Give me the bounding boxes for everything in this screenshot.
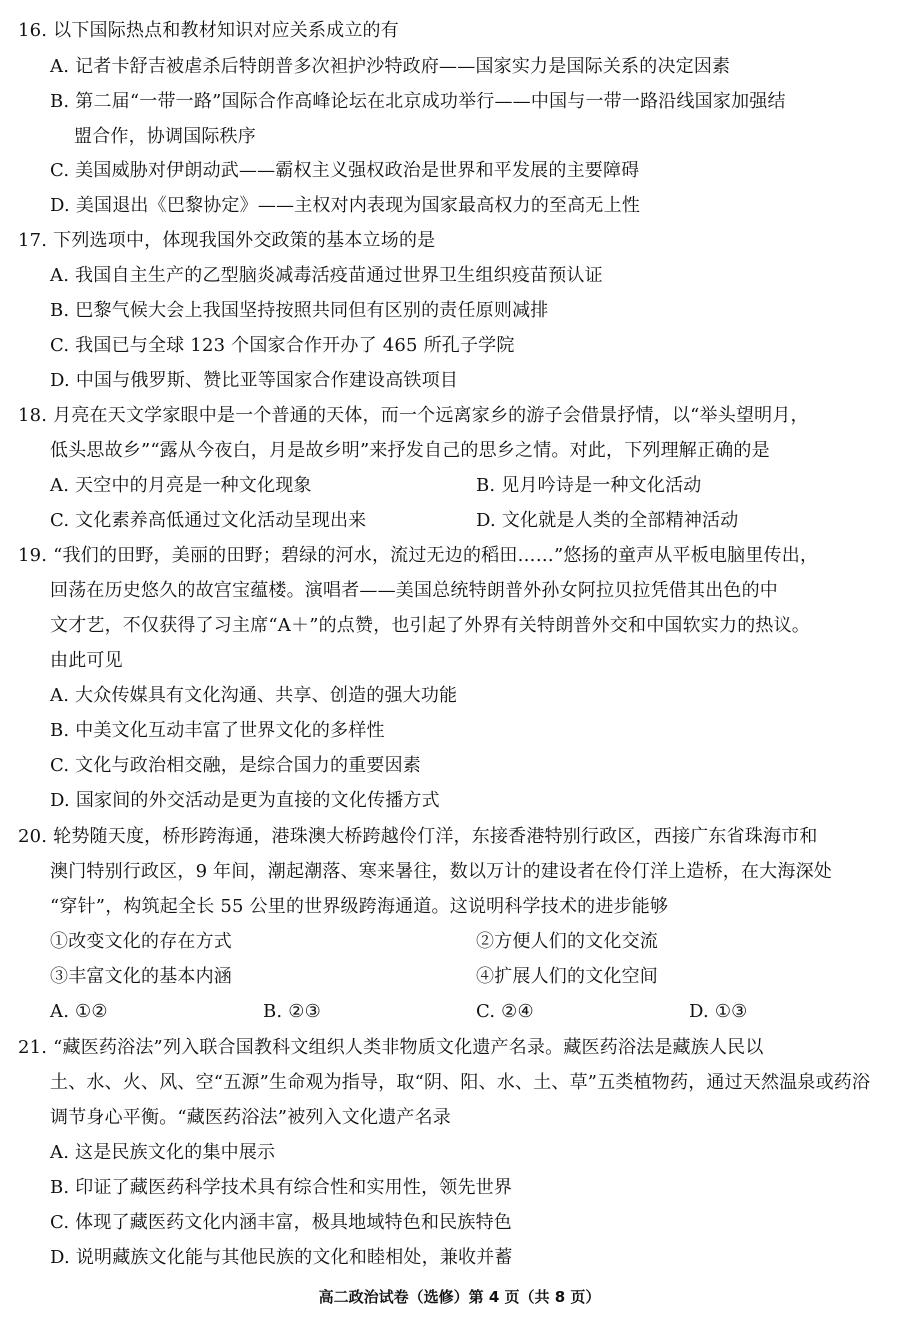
question-16-option-b-cont: 盟合作，协调国际秩序: [74, 126, 256, 147]
question-20-choice-b: B. ②③: [263, 1001, 321, 1022]
question-16-option-a: A. 记者卡舒吉被虐杀后特朗普多次袒护沙特政府——国家实力是国际关系的决定因素: [50, 56, 731, 77]
question-20-stem-line-1: 20. 轮势随天度，桥形跨海通，港珠澳大桥跨越伶仃洋，东接香港特别行政区，西接广东省珠海市和: [18, 826, 818, 847]
question-18-option-d: D. 文化就是人类的全部精神活动: [476, 510, 739, 531]
question-20-item-1: ①改变文化的存在方式: [50, 931, 232, 952]
question-17-option-b: B. 巴黎气候大会上我国坚持按照共同但有区别的责任原则减排: [50, 300, 549, 321]
question-19-option-b: B. 中美文化互动丰富了世界文化的多样性: [50, 720, 385, 741]
question-20-item-2: ②方便人们的文化交流: [476, 931, 658, 952]
question-20-item-4: ④扩展人们的文化空间: [476, 966, 658, 987]
question-19-option-d: D. 国家间的外交活动是更为直接的文化传播方式: [50, 790, 440, 811]
question-17-stem: 17. 下列选项中，体现我国外交政策的基本立场的是: [18, 230, 436, 251]
question-19-stem-line-2: 回荡在历史悠久的故宫宝蕴楼。演唱者——美国总统特朗普外孙女阿拉贝拉凭借其出色的中: [50, 580, 778, 601]
question-17-option-a: A. 我国自主生产的乙型脑炎减毒活疫苗通过世界卫生组织疫苗预认证: [50, 265, 603, 286]
question-20-choice-a: A. ①②: [50, 1001, 108, 1022]
question-19-option-a: A. 大众传媒具有文化沟通、共享、创造的强大功能: [50, 685, 458, 706]
question-18-stem-line-1: 18. 月亮在天文学家眼中是一个普通的天体，而一个远离家乡的游子会借景抒情，以“举头望明月，: [18, 405, 809, 426]
question-21-option-b: B. 印证了藏医药科学技术具有综合性和实用性，领先世界: [50, 1177, 513, 1198]
question-19-option-c: C. 文化与政治相交融，是综合国力的重要因素: [50, 755, 421, 776]
question-20-stem-line-2: 澳门特别行政区，9 年间，潮起潮落、寒来暑往，数以万计的建设者在伶仃洋上造桥，在大海深处: [50, 861, 832, 882]
question-20-choice-c: C. ②④: [476, 1001, 534, 1022]
question-21-stem-line-1: 21. “藏医药浴法”列入联合国教科文组织人类非物质文化遗产名录。藏医药浴法是藏族人民以: [18, 1037, 764, 1058]
page-footer: 高二政治试卷（选修）第 4 页（共 8 页）: [318, 1288, 601, 1306]
question-16-stem: 16. 以下国际热点和教材知识对应关系成立的有: [18, 20, 399, 41]
question-17-option-c: C. 我国已与全球 123 个国家合作开办了 465 所孔子学院: [50, 335, 515, 356]
question-21-option-c: C. 体现了藏医药文化内涵丰富，极具地域特色和民族特色: [50, 1212, 512, 1233]
question-17-option-d: D. 中国与俄罗斯、赞比亚等国家合作建设高铁项目: [50, 370, 459, 391]
question-20-item-3: ③丰富文化的基本内涵: [50, 966, 232, 987]
question-21-option-d: D. 说明藏族文化能与其他民族的文化和睦相处，兼收并蓄: [50, 1247, 513, 1268]
question-16-option-c: C. 美国威胁对伊朗动武——霸权主义强权政治是世界和平发展的主要障碍: [50, 160, 640, 181]
question-18-option-c: C. 文化素养高低通过文化活动呈现出来: [50, 510, 367, 531]
question-20-choice-d: D. ①③: [689, 1001, 748, 1022]
question-18-stem-line-2: 低头思故乡”“露从今夜白，月是故乡明”来抒发自己的思乡之情。对此，下列理解正确的是: [50, 440, 770, 461]
question-19-stem-line-3: 文才艺，不仅获得了习主席“A＋”的点赞，也引起了外界有关特朗普外交和中国软实力的热议。: [50, 615, 810, 636]
question-18-option-a: A. 天空中的月亮是一种文化现象: [50, 475, 312, 496]
question-19-stem-line-4: 由此可见: [50, 650, 123, 671]
question-19-stem-line-1: 19. “我们的田野，美丽的田野；碧绿的河水，流过无边的稻田……”悠扬的童声从平板电脑里传出，: [18, 545, 819, 566]
question-18-option-b: B. 见月吟诗是一种文化活动: [476, 475, 702, 496]
question-20-stem-line-3: “穿针”，构筑起全长 55 公里的世界级跨海通道。这说明科学技术的进步能够: [50, 896, 669, 917]
question-16-option-b: B. 第二届“一带一路”国际合作高峰论坛在北京成功举行——中国与一带一路沿线国家加强结: [50, 91, 786, 112]
question-16-option-d: D. 美国退出《巴黎协定》——主权对内表现为国家最高权力的至高无上性: [50, 195, 641, 216]
question-21-option-a: A. 这是民族文化的集中展示: [50, 1142, 276, 1163]
question-21-stem-line-2: 土、水、火、风、空“五源”生命观为指导，取“阴、阳、水、土、草”五类植物药，通过天然温泉或药浴: [50, 1072, 871, 1093]
question-21-stem-line-3: 调节身心平衡。“藏医药浴法”被列入文化遗产名录: [50, 1107, 452, 1128]
